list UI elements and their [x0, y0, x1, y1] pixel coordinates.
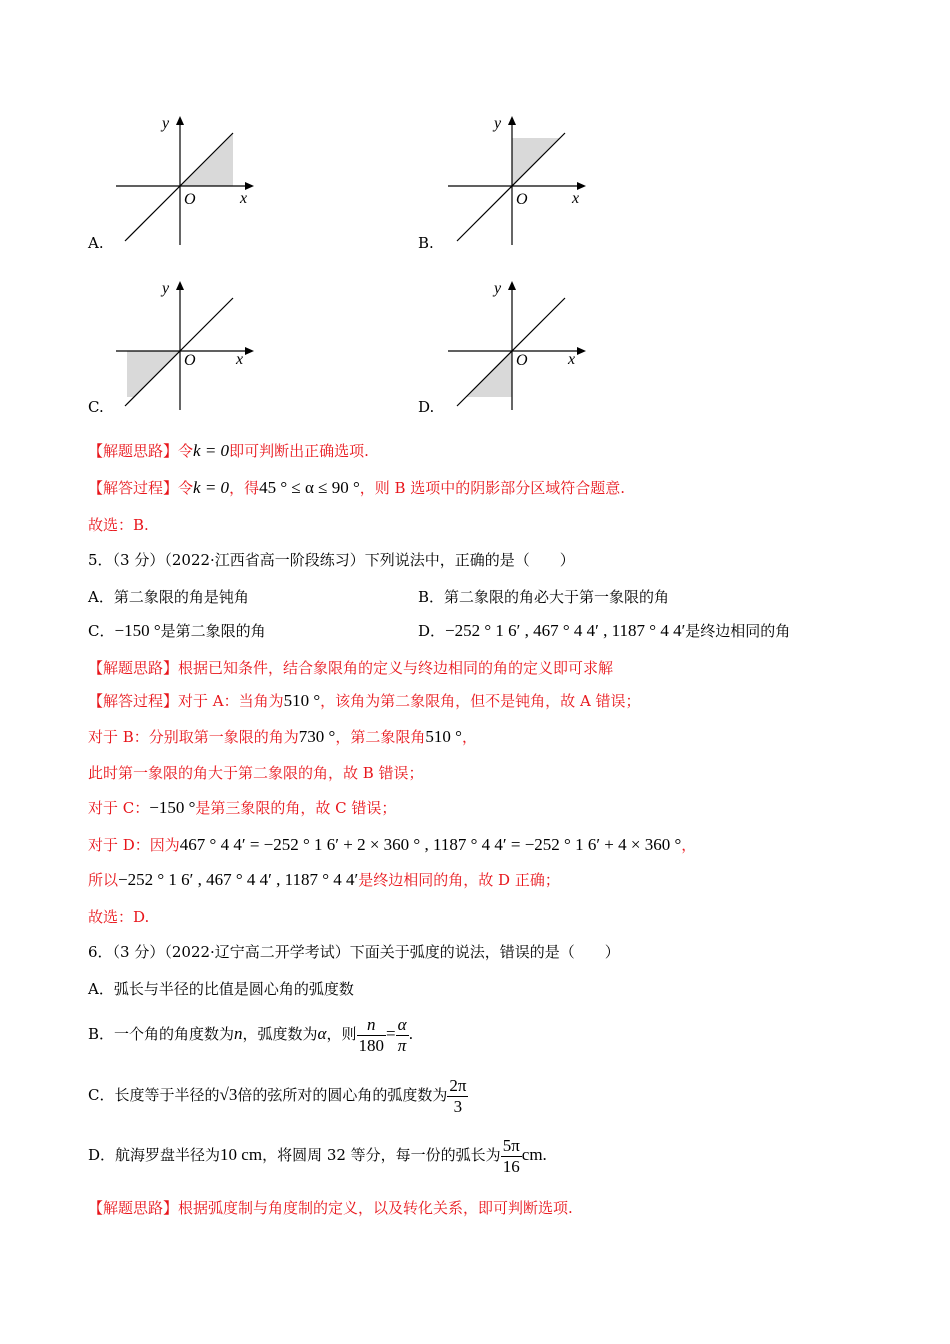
q4-hint-tag: 【解题思路】 [88, 442, 179, 460]
q6-option-b [88, 1014, 413, 1056]
graph-d-figure [442, 275, 592, 415]
graph-d-y-arrow [508, 281, 516, 290]
q5-line6 [88, 869, 560, 890]
q5-line1 [88, 690, 641, 711]
q6-b-fraction-1 [357, 1015, 387, 1056]
graph-b [442, 110, 592, 250]
graph-b-y-label: y [494, 115, 502, 132]
q6-c-pre: C．长度等于半径的 [88, 1086, 220, 1104]
q5-l1-post: ，该角为第二象限角，但不是钝角，故 A 错误； [320, 692, 641, 710]
q6-b-mid2: ，则 [326, 1025, 357, 1043]
graph-c-x-label: x [236, 351, 244, 368]
q5-d-math: −252 ° 1 6′ , 467 ° 4 4′ , 1187 ° 4 4′ [445, 621, 686, 640]
graph-d-label: D. [418, 398, 435, 416]
graph-a-x-arrow [245, 182, 254, 190]
q4-process [88, 477, 625, 498]
q5-l2-math1: 730 ° [298, 727, 336, 746]
q6-option-a: A．弧长与半径的比值是圆心角的弧度数 [88, 980, 354, 998]
q5-c-math: −150 ° [114, 621, 161, 640]
graph-b-figure [442, 110, 592, 250]
q6-c-mid: 倍的弦所对的圆心角的弧度数为 [237, 1086, 448, 1104]
graph-a-x-label: x [240, 190, 248, 207]
q6-b-f1-den: 180 [358, 1035, 384, 1055]
graph-b-line [457, 133, 565, 241]
q5-l4-post: 是第三象限的角，故 C 错误； [195, 799, 397, 817]
q6-b-f2-num: α [397, 1014, 407, 1034]
q6-b-mid1: ，弧度数为 [242, 1025, 318, 1043]
q5-l4-pre: 对于 C： [88, 799, 150, 817]
q6-c-fraction [447, 1076, 468, 1117]
graph-a-line [125, 133, 233, 241]
q6-d-mid: ，将圆周 32 等分，每一份的弧长为 [262, 1146, 501, 1164]
q5-l6-math: −252 ° 1 6′ , 467 ° 4 4′ , 1187 ° 4 4′ [118, 870, 359, 889]
q6-hint: 【解题思路】根据弧度制与角度制的定义，以及转化关系，即可判断选项. [88, 1199, 573, 1217]
graph-d-y-label: y [494, 280, 502, 297]
q6-c-den: 3 [453, 1096, 463, 1116]
q6-d-num: 5π [502, 1135, 520, 1155]
q6-d-pre: D．航海罗盘半径为 [88, 1146, 221, 1164]
q4-hint-post: 即可判断出正确选项. [229, 442, 369, 460]
q6-d-math: 10 cm [220, 1145, 263, 1164]
graph-b-origin-label: O [516, 191, 528, 208]
q5-stem: 5．（3 分）（2022·江西省高一阶段练习）下列说法中，正确的是（ ） [88, 551, 575, 569]
q6-d-unit: cm. [521, 1145, 547, 1164]
graph-c [110, 275, 260, 415]
q6-b-end: . [408, 1025, 414, 1043]
q6-option-d [88, 1135, 547, 1177]
graph-b-x-arrow [577, 182, 586, 190]
graph-a-label: A. [88, 234, 104, 252]
q6-b-f2-den: π [397, 1035, 407, 1055]
graph-b-y-arrow [508, 116, 516, 125]
q6-b-fraction-2 [396, 1015, 409, 1056]
q5-hint: 【解题思路】根据已知条件，结合象限角的定义与终边相同的角的定义即可求解 [88, 659, 614, 677]
q5-c-post: 是第二象限的角 [160, 622, 266, 640]
q6-b-alpha: α [317, 1024, 327, 1043]
q5-l2-pre: 对于 B：分别取第一象限的角为 [88, 728, 299, 746]
q5-d-pre: D． [418, 622, 446, 640]
q5-option-b: B．第二象限的角必大于第一象限的角 [418, 588, 670, 606]
q5-option-c [88, 620, 266, 641]
q5-l1-pre: 【解答过程】对于 A：当角为 [88, 692, 284, 710]
q6-b-n: n [234, 1024, 243, 1043]
q5-l6-pre: 所以 [88, 871, 119, 889]
q5-line5 [88, 834, 696, 855]
graph-c-label: C. [88, 398, 104, 416]
graph-c-shade [127, 351, 180, 397]
graph-b-x-label: x [572, 190, 580, 207]
q6-option-c [88, 1075, 468, 1117]
q6-b-eq: = [386, 1024, 396, 1043]
q5-answer: 故选：D. [88, 908, 150, 926]
q5-line4 [88, 797, 396, 818]
graph-a-y-arrow [176, 116, 184, 125]
q6-c-root: √3 [219, 1085, 238, 1104]
q6-d-fraction [501, 1136, 522, 1177]
q5-option-a: A．第二象限的角是钝角 [88, 588, 249, 606]
q4-answer: 故选：B. [88, 516, 149, 534]
graph-a-y-label: y [162, 115, 170, 132]
q5-line3: 此时第一象限的角大于第二象限的角，故 B 错误； [88, 764, 424, 782]
q4-proc-tag: 【解答过程】 [88, 479, 179, 497]
q4-hint [88, 440, 369, 461]
q5-l2-math2: 510 ° [425, 727, 462, 746]
graph-a [110, 110, 260, 250]
q4-proc-pre: 令 [178, 479, 194, 497]
q4-proc-math2: 45 ° ≤ α ≤ 90 ° [259, 478, 360, 497]
q4-proc-post: ，则 B 选项中的阴影部分区域符合题意. [359, 479, 626, 497]
graph-c-origin-label: O [184, 352, 196, 369]
q4-proc-math1: k = 0 [193, 478, 230, 497]
q5-l5-post: ， [681, 836, 697, 854]
q5-l5-pre: 对于 D：因为 [88, 836, 180, 854]
q5-l2-mid: ，第二象限角 [335, 728, 426, 746]
q5-l2-post: ， [461, 728, 477, 746]
graph-d [442, 275, 592, 415]
q5-d-post: 是终边相同的角 [685, 622, 791, 640]
q6-b-f1-num: n [357, 1015, 387, 1036]
graph-b-label: B. [418, 234, 434, 252]
graph-d-origin-label: O [516, 352, 528, 369]
graph-c-x-arrow [245, 347, 254, 355]
q6-b-pre: B．一个角的角度数为 [88, 1025, 235, 1043]
graph-a-figure [110, 110, 260, 250]
q4-hint-pre: 令 [178, 442, 194, 460]
graph-c-figure [110, 275, 260, 415]
q4-hint-math: k = 0 [193, 441, 230, 460]
graph-d-x-arrow [577, 347, 586, 355]
q6-stem: 6．（3 分）（2022·辽宁高二开学考试）下面关于弧度的说法，错误的是（ ） [88, 943, 620, 961]
graph-a-origin-label: O [184, 191, 196, 208]
graph-c-y-arrow [176, 281, 184, 290]
q6-d-den: 16 [502, 1156, 520, 1176]
q5-l5-math: 467 ° 4 4′ = −252 ° 1 6′ + 2 × 360 ° , 1187 ° 4 4′ = −252 ° 1 6′ + 4 × 360 ° [179, 835, 682, 854]
q5-option-d [418, 620, 790, 641]
q4-proc-mid: ，得 [229, 479, 260, 497]
graph-d-x-label: x [568, 351, 576, 368]
q5-l1-math: 510 ° [283, 691, 321, 710]
q5-l4-math: −150 ° [149, 798, 196, 817]
q5-c-pre: C． [88, 622, 115, 640]
q5-l6-post: 是终边相同的角，故 D 正确； [358, 871, 560, 889]
graph-c-y-label: y [162, 280, 170, 297]
q6-c-num: 2π [449, 1075, 467, 1095]
q5-line2 [88, 726, 477, 747]
